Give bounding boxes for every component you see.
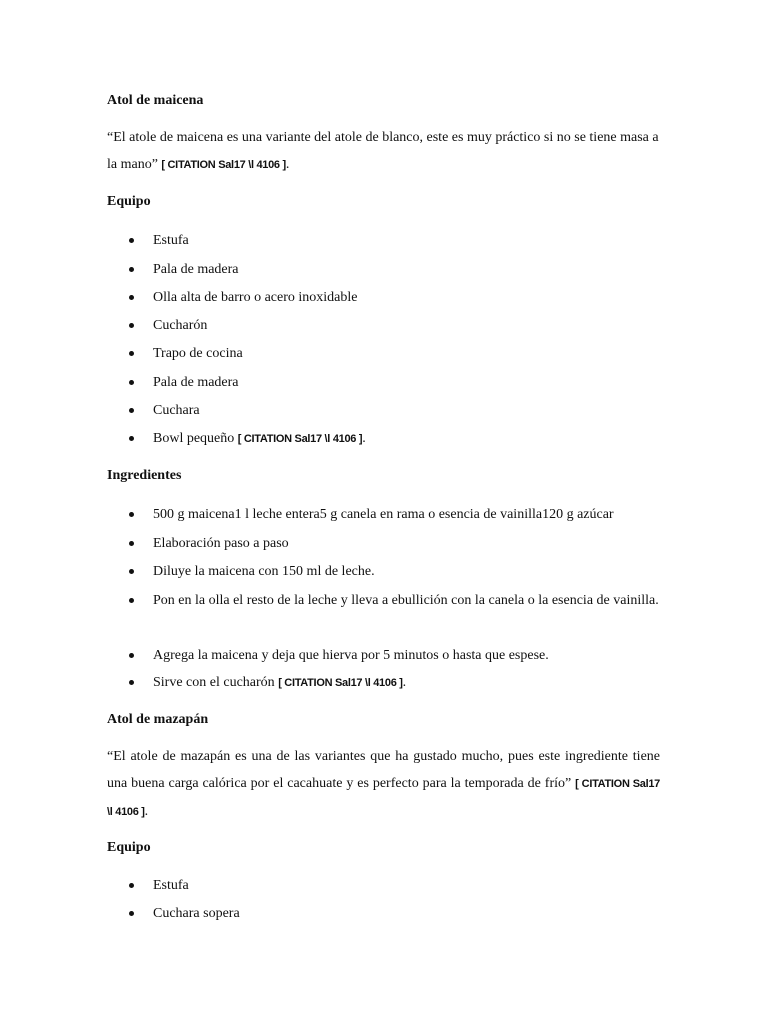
- paragraph-intro-maicena: [107, 124, 660, 179]
- bullet-icon: [129, 267, 134, 272]
- list-item-text: Estufa: [153, 878, 189, 893]
- list-item-text: Cuchara sopera: [153, 906, 240, 921]
- list-item: [153, 587, 661, 614]
- list-item: [153, 340, 661, 367]
- bullet-icon: [129, 680, 134, 685]
- list-item-text: Sirve con el cucharón: [153, 675, 275, 690]
- heading-equipo: Equipo: [107, 840, 151, 855]
- list-item: [153, 900, 661, 927]
- list-item: [153, 558, 661, 585]
- list-item: [153, 256, 661, 283]
- citation-field: [ CITATION Sal17 \l 4106 ]: [237, 433, 363, 445]
- bullet-icon: [129, 569, 134, 574]
- list-item-tail: .: [362, 431, 366, 446]
- list-item-text: Olla alta de barro o acero inoxidable: [153, 290, 358, 305]
- bullet-icon: [129, 653, 134, 658]
- list-item-text: Bowl pequeño: [153, 431, 235, 446]
- list-item: [153, 642, 661, 669]
- bullet-icon: [129, 295, 134, 300]
- bullet-icon: [129, 238, 134, 243]
- list-item-text: Agrega la maicena y deja que hierva por 5 minutos o hasta que espese.: [153, 648, 549, 663]
- list-item-text: Cucharón: [153, 318, 208, 333]
- list-item: [153, 227, 661, 254]
- intro-tail: .: [144, 804, 149, 819]
- list-item: [153, 872, 661, 899]
- bullet-icon: [129, 408, 134, 413]
- list-item: [153, 425, 661, 453]
- list-item: [153, 312, 661, 339]
- list-item-text: Cuchara: [153, 403, 200, 418]
- citation-field: [ CITATION Sal17 \l 4106 ]: [161, 159, 286, 171]
- list-item-text: 500 g maicena1 l leche entera5 g canela en rama o esencia de vainilla120 g azúcar: [153, 507, 614, 522]
- list-item-text: Trapo de cocina: [153, 346, 243, 361]
- intro-text: “El atole de mazapán es una de las variantes que ha gustado mucho, pues este ingrediente tiene una buena carga calórica por el cacahuate y es perfecto para la temporada de frío”: [107, 749, 660, 791]
- citation-field: [ CITATION Sal17 \l 4106 ]: [107, 778, 661, 818]
- citation-field: [ CITATION Sal17 \l 4106 ]: [278, 677, 403, 689]
- list-item-text: Pala de madera: [153, 262, 239, 277]
- bullet-icon: [129, 380, 134, 385]
- list-item-text: Estufa: [153, 233, 189, 248]
- bullet-icon: [129, 512, 134, 517]
- list-item: [153, 397, 661, 424]
- intro-text: “El atole de maicena es una variante del atole de blanco, este es muy práctico si no se tiene masa a la mano”: [107, 130, 659, 172]
- intro-tail: .: [285, 157, 290, 172]
- list-item: [153, 530, 661, 557]
- list-item-text: Pon en la olla el resto de la leche y lleva a ebullición con la canela o la esencia de vainilla.: [153, 593, 659, 608]
- bullet-icon: [129, 598, 134, 603]
- list-item: [153, 669, 661, 697]
- heading-equipo: Equipo: [107, 194, 151, 209]
- section-title-atol-de-maicena: Atol de maicena: [107, 93, 204, 108]
- bullet-icon: [129, 351, 134, 356]
- list-item-tail: .: [402, 675, 407, 690]
- bullet-icon: [129, 436, 134, 441]
- bullet-icon: [129, 541, 134, 546]
- list-item-text: Pala de madera: [153, 375, 239, 390]
- bullet-icon: [129, 323, 134, 328]
- list-item-text: Elaboración paso a paso: [153, 536, 289, 551]
- section-title-atol-de-mazapan: Atol de mazapán: [107, 712, 209, 727]
- bullet-icon: [129, 883, 134, 888]
- list-item-text: Diluye la maicena con 150 ml de leche.: [153, 564, 375, 579]
- list-item: [153, 369, 661, 396]
- bullet-icon: [129, 911, 134, 916]
- heading-ingredientes: Ingredientes: [107, 468, 182, 483]
- list-item: [153, 501, 661, 528]
- paragraph-intro-mazapan: [107, 743, 660, 826]
- list-item: [153, 284, 661, 311]
